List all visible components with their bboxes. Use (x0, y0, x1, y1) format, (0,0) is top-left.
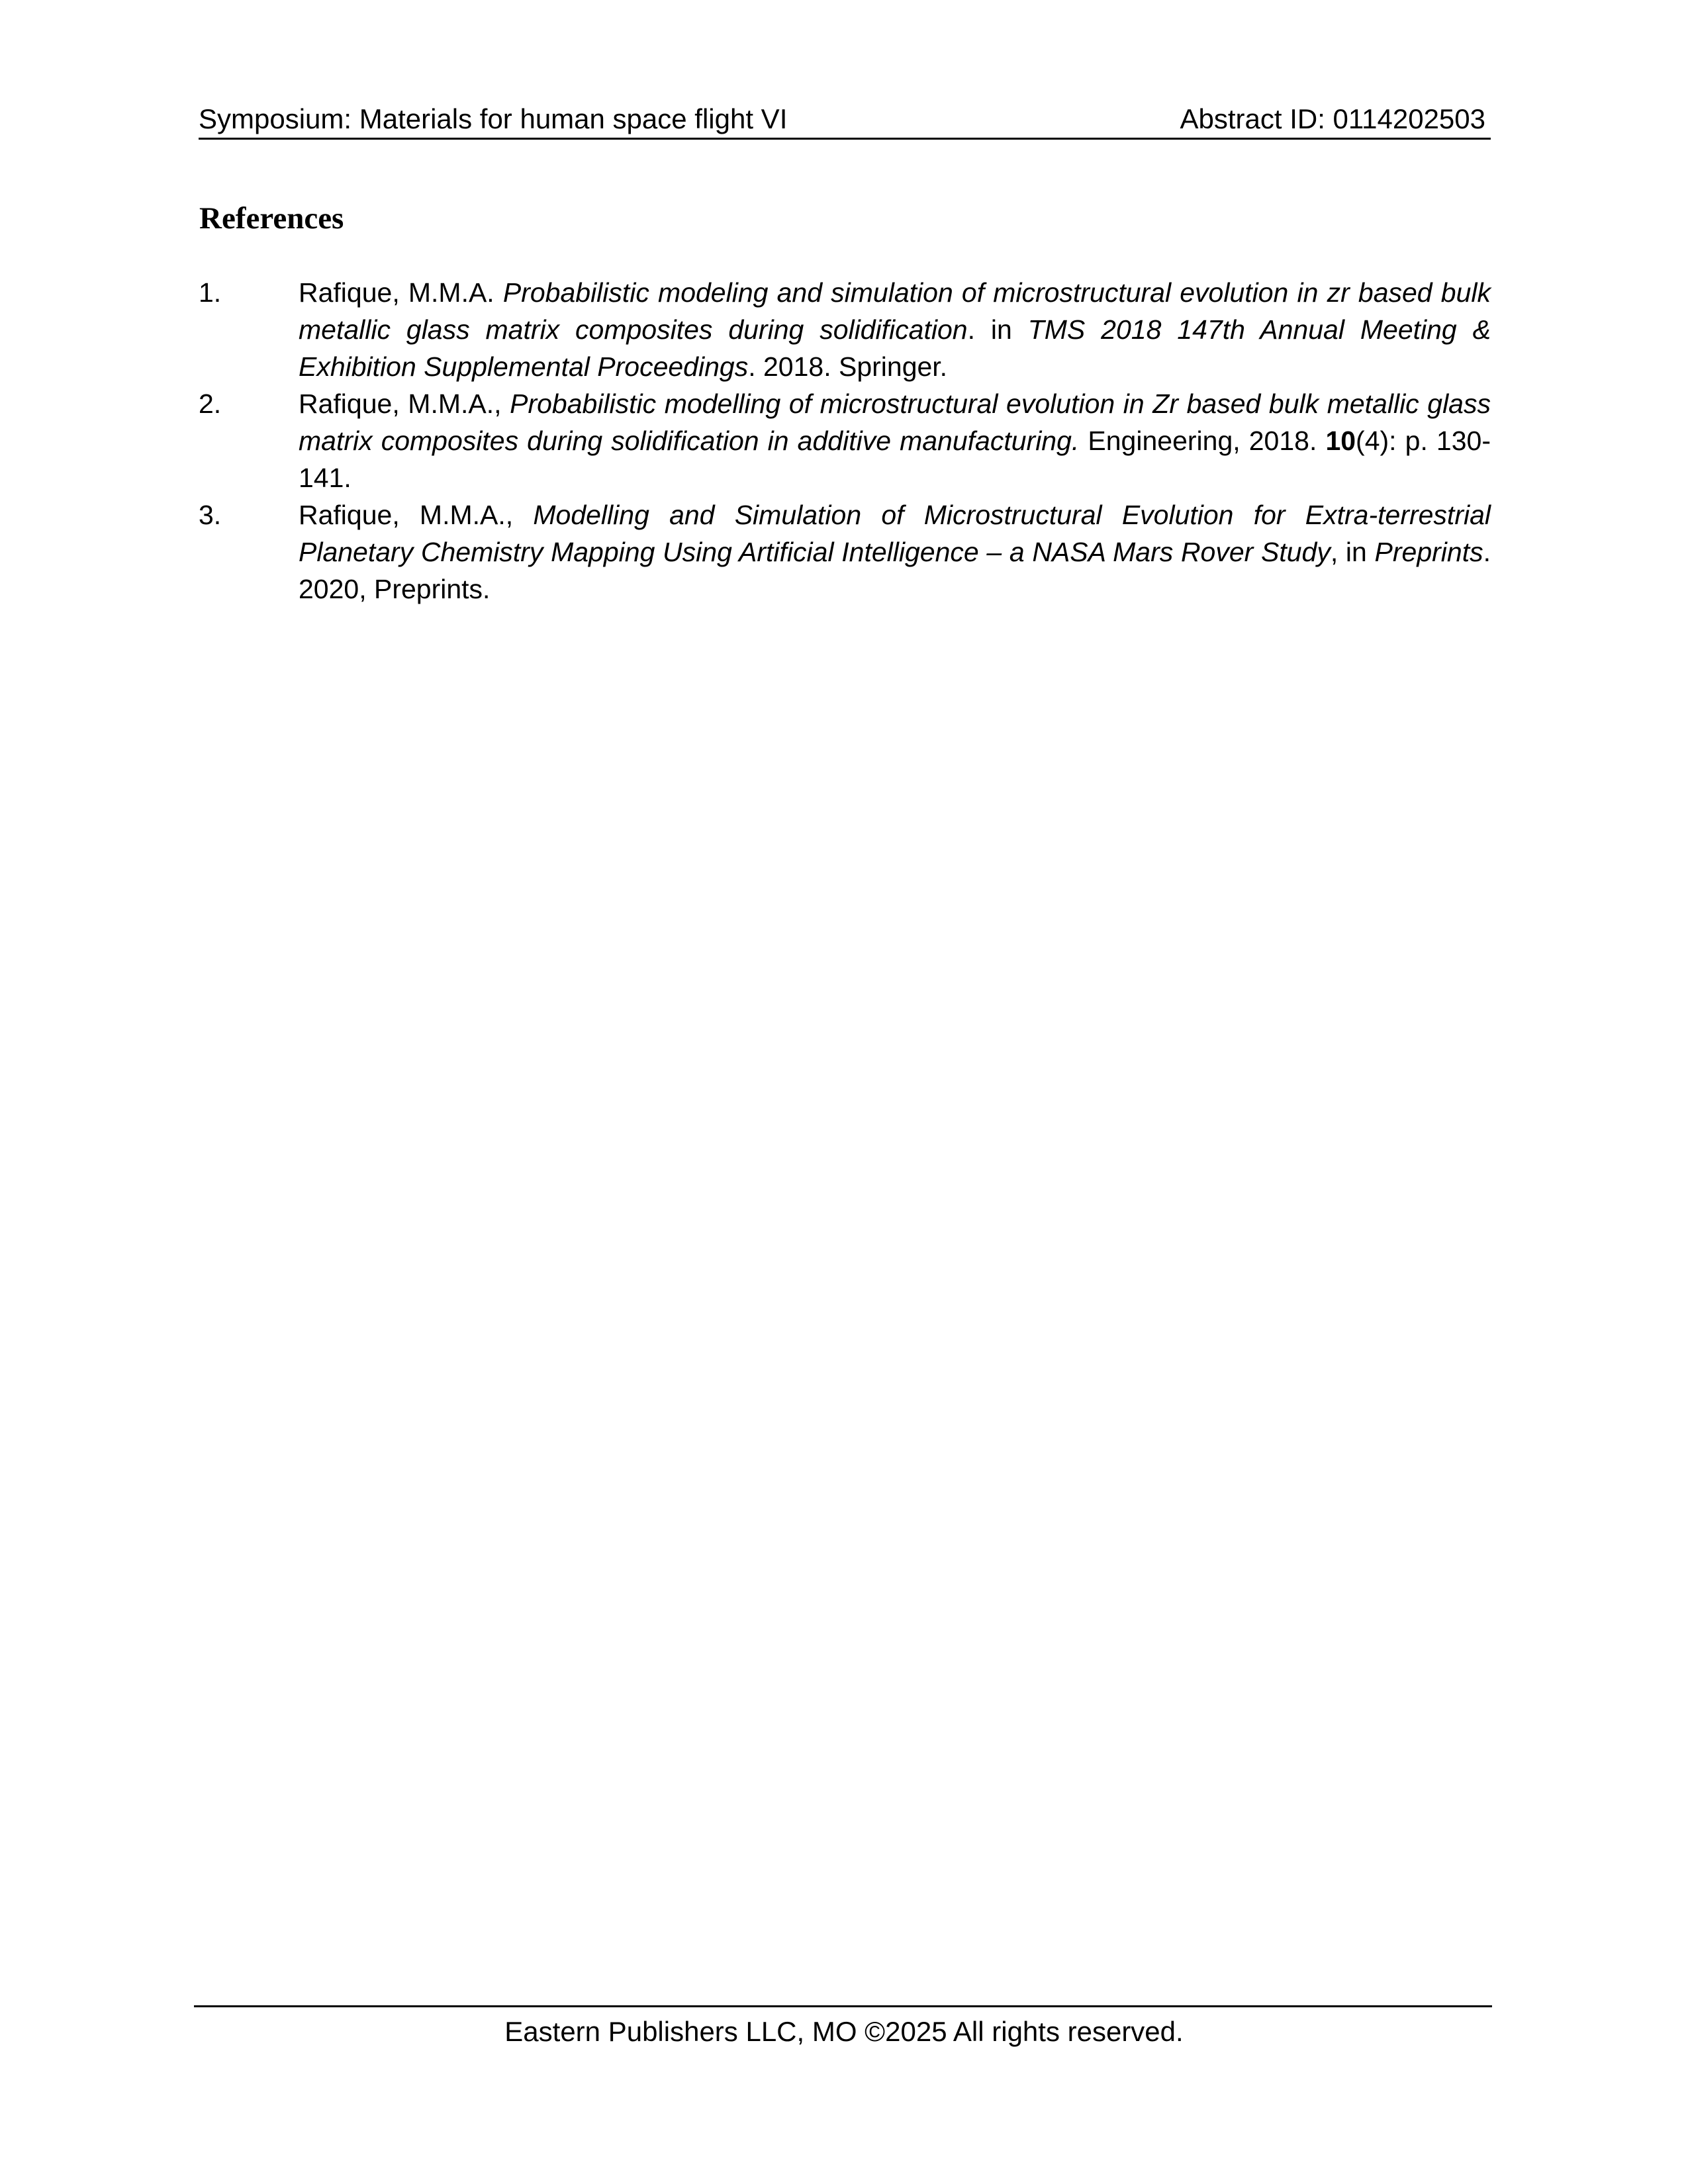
reference-author: Rafique, M.M.A. (299, 277, 503, 308)
reference-tail: . 2020, Preprints. (299, 537, 1491, 604)
reference-author: Rafique, M.M.A., (299, 500, 534, 530)
reference-number: 1. (199, 277, 222, 308)
reference-body (299, 385, 1491, 496)
reference-body (299, 496, 1491, 608)
reference-item-2 (199, 385, 1491, 496)
symposium-title: Symposium: Materials for human space flight VI (199, 103, 788, 134)
reference-tail: (4): p. 130-141. (299, 426, 1491, 493)
page-header (199, 98, 1491, 140)
reference-title: Probabilistic modeling and simulation of microstructural evolution in zr based bulk metallic glass matrix composites during solidification (299, 277, 1491, 345)
reference-source: TMS 2018 147th Annual Meeting & Exhibition Supplemental Proceedings (299, 314, 1491, 382)
footer-divider (194, 2005, 1492, 2007)
references-heading: References (199, 201, 344, 236)
reference-tail: . 2018. Springer. (748, 351, 948, 382)
reference-title: Modelling and Simulation of Microstructural Evolution for Extra-terrestrial Planetary Chemistry Mapping Using Artificial Intelligence – a NASA Mars Rover Study (299, 500, 1491, 567)
reference-journal: Engineering, 2018. (1079, 426, 1326, 456)
reference-source: Preprints (1374, 537, 1483, 567)
reference-title: Probabilistic modelling of microstructural evolution in Zr based bulk metallic glass matrix composites during solidification in additive manufacturing. (299, 388, 1491, 456)
reference-connector: , in (1330, 537, 1375, 567)
reference-author: Rafique, M.M.A., (299, 388, 510, 419)
reference-volume: 10 (1325, 426, 1356, 456)
reference-item-1 (199, 274, 1491, 385)
reference-list (199, 274, 1491, 608)
reference-number: 3. (199, 500, 222, 530)
reference-number: 2. (199, 388, 222, 419)
reference-item-3 (199, 496, 1491, 608)
reference-connector: . in (967, 314, 1028, 345)
abstract-id: Abstract ID: 0114202503 (1180, 103, 1485, 134)
footer-copyright: Eastern Publishers LLC, MO ©2025 All rights reserved. (504, 2016, 1184, 2047)
reference-body (299, 274, 1491, 385)
